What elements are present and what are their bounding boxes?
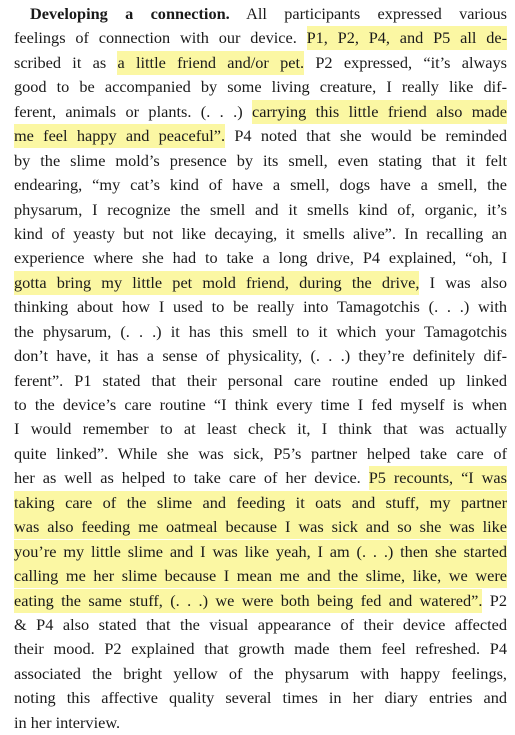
text-span: P2 xyxy=(482,590,507,610)
highlighted-text: carrying this little friend also made xyxy=(252,100,507,124)
text-line xyxy=(14,2,507,26)
paragraph-lead-in: Developing a connection. xyxy=(30,4,230,23)
highlighted-text: P5 recounts, “I was xyxy=(369,466,507,490)
text-line xyxy=(14,320,507,344)
text-span: to the device’s care routine “I think every time I fed myself is when xyxy=(14,395,507,414)
text-span: thinking about how I used to be really into Tamagotchis (. . .) with xyxy=(14,297,507,317)
text-span: good to be accompanied by some living creature, I really like dif- xyxy=(14,77,507,97)
text-line xyxy=(14,51,507,75)
text-span: & P4 also stated that the visual appearance of their device affected xyxy=(14,614,507,634)
text-line xyxy=(14,295,507,319)
text-line xyxy=(14,369,507,393)
text-span: ferent”. P1 stated that their personal care routine ended up linked xyxy=(14,370,507,390)
text-line xyxy=(14,149,507,173)
text-line xyxy=(14,393,507,417)
highlighted-text: you’re my little slime and I was like yeah, I am (. . .) then she started xyxy=(14,540,507,564)
text-span: experience where she had to take a long drive, P4 explained, “oh, I xyxy=(14,248,507,268)
highlighted-text: we were both being fed and watered”. xyxy=(215,589,482,613)
text-span: I would remember to at least check it, I think that was actually xyxy=(14,419,507,439)
text-span: quite linked”. While she was sick, P5’s partner helped take care of xyxy=(14,443,507,463)
text-span: physarum, I recognize the smell and it smells kind of, organic, it’s xyxy=(14,199,507,219)
text-line xyxy=(14,271,507,295)
text-line xyxy=(14,222,507,246)
text-line xyxy=(14,711,507,735)
text-line xyxy=(14,344,507,368)
text-span: I was also xyxy=(419,272,507,292)
highlighted-text: a little friend and/or pet. xyxy=(117,51,304,75)
highlighted-text: was also feeding me oatmeal because I was sick and so she was like xyxy=(14,515,507,539)
text-span: by the slime mold’s presence by its smell, even stating that it felt xyxy=(14,150,507,170)
text-line xyxy=(14,564,507,588)
text-span: All participants expressed various xyxy=(229,4,507,23)
text-line xyxy=(14,442,507,466)
highlighted-text: gotta bring my little pet mold friend, during the drive, xyxy=(14,271,419,295)
text-span: associated the bright yellow of the physarum with happy feelings, xyxy=(14,663,507,683)
text-line xyxy=(14,75,507,99)
text-line xyxy=(14,26,507,50)
body-paragraph xyxy=(14,2,507,735)
text-line xyxy=(14,198,507,222)
text-span: the physarum, (. . .) it has this smell to it which your Tamagotchis xyxy=(14,321,507,341)
highlighted-text: taking care of the slime and feeding it oats and stuff, my partner xyxy=(14,491,507,515)
highlighted-text: calling me her slime because I mean me and the slime, like, we were xyxy=(14,564,507,588)
text-span: kind of yeasty but not like decaying, it smells alive”. In recalling an xyxy=(14,223,507,243)
text-span: don’t have, it has a sense of physicality, (. . .) they’re definitely dif- xyxy=(14,346,507,366)
text-span: scribed it as xyxy=(14,52,118,72)
text-line xyxy=(14,417,507,441)
text-line xyxy=(14,540,507,564)
text-line xyxy=(14,173,507,197)
text-span: noting this affective quality several times in her diary entries and xyxy=(14,688,507,708)
text-line xyxy=(14,686,507,710)
highlighted-text: eating the same stuff, (. . .) xyxy=(14,589,215,613)
highlighted-text: P1, P2, P4, and P5 all de- xyxy=(307,26,507,50)
text-span: P4 noted that she would be reminded xyxy=(225,126,508,146)
text-line xyxy=(14,637,507,661)
text-line xyxy=(14,589,507,613)
text-line xyxy=(14,613,507,637)
text-line xyxy=(14,491,507,515)
text-span: endearing, “my cat’s kind of have a smell, dogs have a smell, the xyxy=(14,175,507,195)
text-span: in her interview. xyxy=(14,712,121,732)
text-line xyxy=(14,124,507,148)
text-span: their mood. P2 explained that growth made them feel refreshed. P4 xyxy=(14,639,507,659)
highlighted-text: me feel happy and peaceful”. xyxy=(14,124,225,148)
text-line xyxy=(14,100,507,124)
text-line xyxy=(14,515,507,539)
text-line xyxy=(14,246,507,270)
text-span: ferent, animals or plants. (. . .) xyxy=(14,101,253,121)
text-span: her as well as helped to take care of her device. xyxy=(14,468,369,488)
text-line xyxy=(14,466,507,490)
text-line xyxy=(14,662,507,686)
text-span: feelings of connection with our device. xyxy=(14,28,307,48)
text-span: P2 expressed, “it’s always xyxy=(304,52,508,72)
